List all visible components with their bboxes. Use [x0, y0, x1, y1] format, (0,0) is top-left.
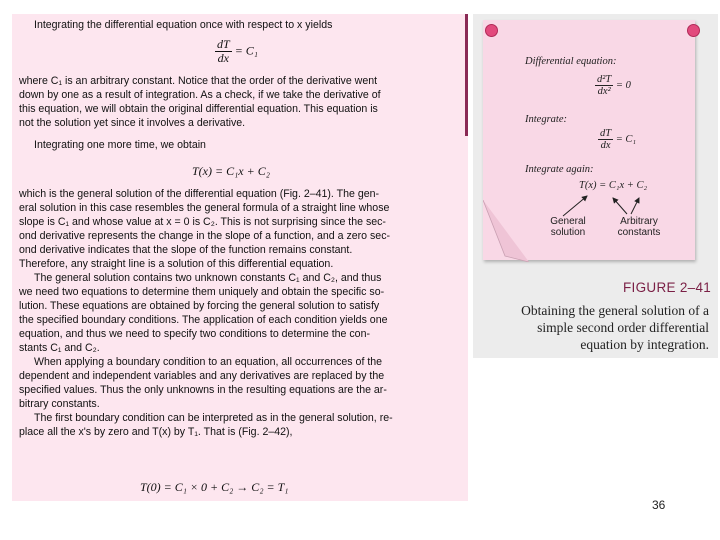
solution-word: solution — [550, 227, 586, 238]
label-integrate: Integrate: — [525, 114, 567, 125]
page-number: 36 — [652, 498, 666, 512]
arrows-diagram — [553, 192, 653, 218]
margin-rule — [465, 14, 468, 136]
arbitrary-word: Arbitrary — [620, 216, 658, 227]
general-word: General — [550, 216, 586, 227]
equation-first-integral — [215, 38, 258, 65]
textbook-page — [12, 14, 468, 501]
text-line: bitrary constants. — [19, 398, 100, 410]
equation-general-solution: T(x) = C₁x + C₂ — [192, 164, 270, 178]
text-line: where C₁ is an arbitrary constant. Notice that the order of the derivative went — [19, 75, 378, 87]
eq-diff-numerator: d²T — [597, 74, 612, 85]
text-line: The first boundary condition can be interpreted as in the general solution, re- — [34, 412, 393, 424]
equation-boundary-condition: T(0) = C₁ × 0 + C₂ → C₂ = T₁ — [140, 480, 289, 494]
text-line: Integrating one more time, we obtain — [34, 139, 206, 151]
text-line: Therefore, any straight line is a solution of this differential equation. — [19, 258, 334, 270]
label-integrate-again: Integrate again: — [525, 164, 594, 175]
eq1-denominator: dx — [217, 51, 229, 65]
eq1-rhs: = C₁ — [234, 43, 258, 58]
sticky-note — [483, 20, 695, 260]
text-line: lution. These equations are obtained by forcing the general solution to satisfy — [19, 300, 380, 312]
text-line: place all the x's by zero and T(x) by T₁. That is (Fig. 2–42), — [19, 426, 293, 438]
text-line: dependent and independent variables and any derivatives are replaced by the — [19, 370, 385, 382]
figure-caption: Obtaining the general solution of a simple second order differential equation by integration. — [521, 303, 709, 352]
text-line: equation, and thus we need to specify two conditions to determine the con- — [19, 328, 370, 340]
figure-eq-solution: T(x) = C₁x + C₂ — [579, 180, 648, 191]
text-line: ond derivative represents the change in the slope of a function, and a zero sec- — [19, 230, 391, 242]
text-line: this equation, we will obtain the original differential equation. This equation is — [19, 103, 378, 115]
arrow-to-solution — [563, 196, 587, 216]
text-line: the specified boundary conditions. The application of each condition yields one — [19, 314, 388, 326]
label-differential-equation: Differential equation: — [525, 56, 617, 67]
text-line: ond derivative indicates that the slope of the function remains constant. — [19, 244, 353, 256]
figure-title: FIGURE 2–41 — [623, 280, 712, 295]
arrow-to-c2 — [631, 198, 639, 214]
pushpin-icon — [485, 24, 498, 37]
eq-int-denominator: dx — [600, 140, 611, 151]
text-line: we need two equations to determine them uniquely and obtain the specific so- — [19, 286, 385, 298]
text-line: Integrating the differential equation once with respect to x yields — [34, 19, 333, 31]
page-curl-icon — [483, 200, 529, 262]
text-line: specified values. Thus the only unknowns in the resulting equations are the ar- — [19, 384, 387, 396]
text-line: slope is C₁ and whose value at x = 0 is C₂. This is not surprising since the sec- — [19, 216, 386, 228]
arrow-to-c1 — [613, 198, 627, 214]
text-line: The general solution contains two unknown constants C₁ and C₂, and thus — [34, 272, 382, 284]
text-line: stants C₁ and C₂. — [19, 342, 100, 354]
label-arbitrary-constants — [609, 216, 669, 238]
text-line: When applying a boundary condition to an equation, all occurrences of the — [34, 356, 383, 368]
pushpin-icon — [687, 24, 700, 37]
figure-eq-second-derivative — [595, 74, 631, 97]
label-general-solution — [543, 216, 593, 238]
figure-eq-first-integral — [598, 128, 636, 151]
text-line: eral solution in this case resembles the general formula of a straight line whose — [19, 202, 390, 214]
figure-2-41 — [473, 14, 718, 358]
eq-int-numerator: dT — [600, 128, 612, 139]
constants-word: constants — [617, 227, 661, 238]
text-line: not the solution yet since it involves a derivative. — [19, 117, 246, 129]
eq-diff-denominator: dx² — [597, 86, 611, 97]
eq1-numerator: dT — [217, 37, 230, 51]
text-line: down by one as a result of integration. As a check, if we take the derivative of — [19, 89, 381, 101]
eq-int-rhs: = C₁ — [615, 133, 637, 145]
eq-diff-rhs: = 0 — [615, 79, 631, 91]
text-line: which is the general solution of the differential equation (Fig. 2–41). The gen- — [19, 188, 380, 200]
